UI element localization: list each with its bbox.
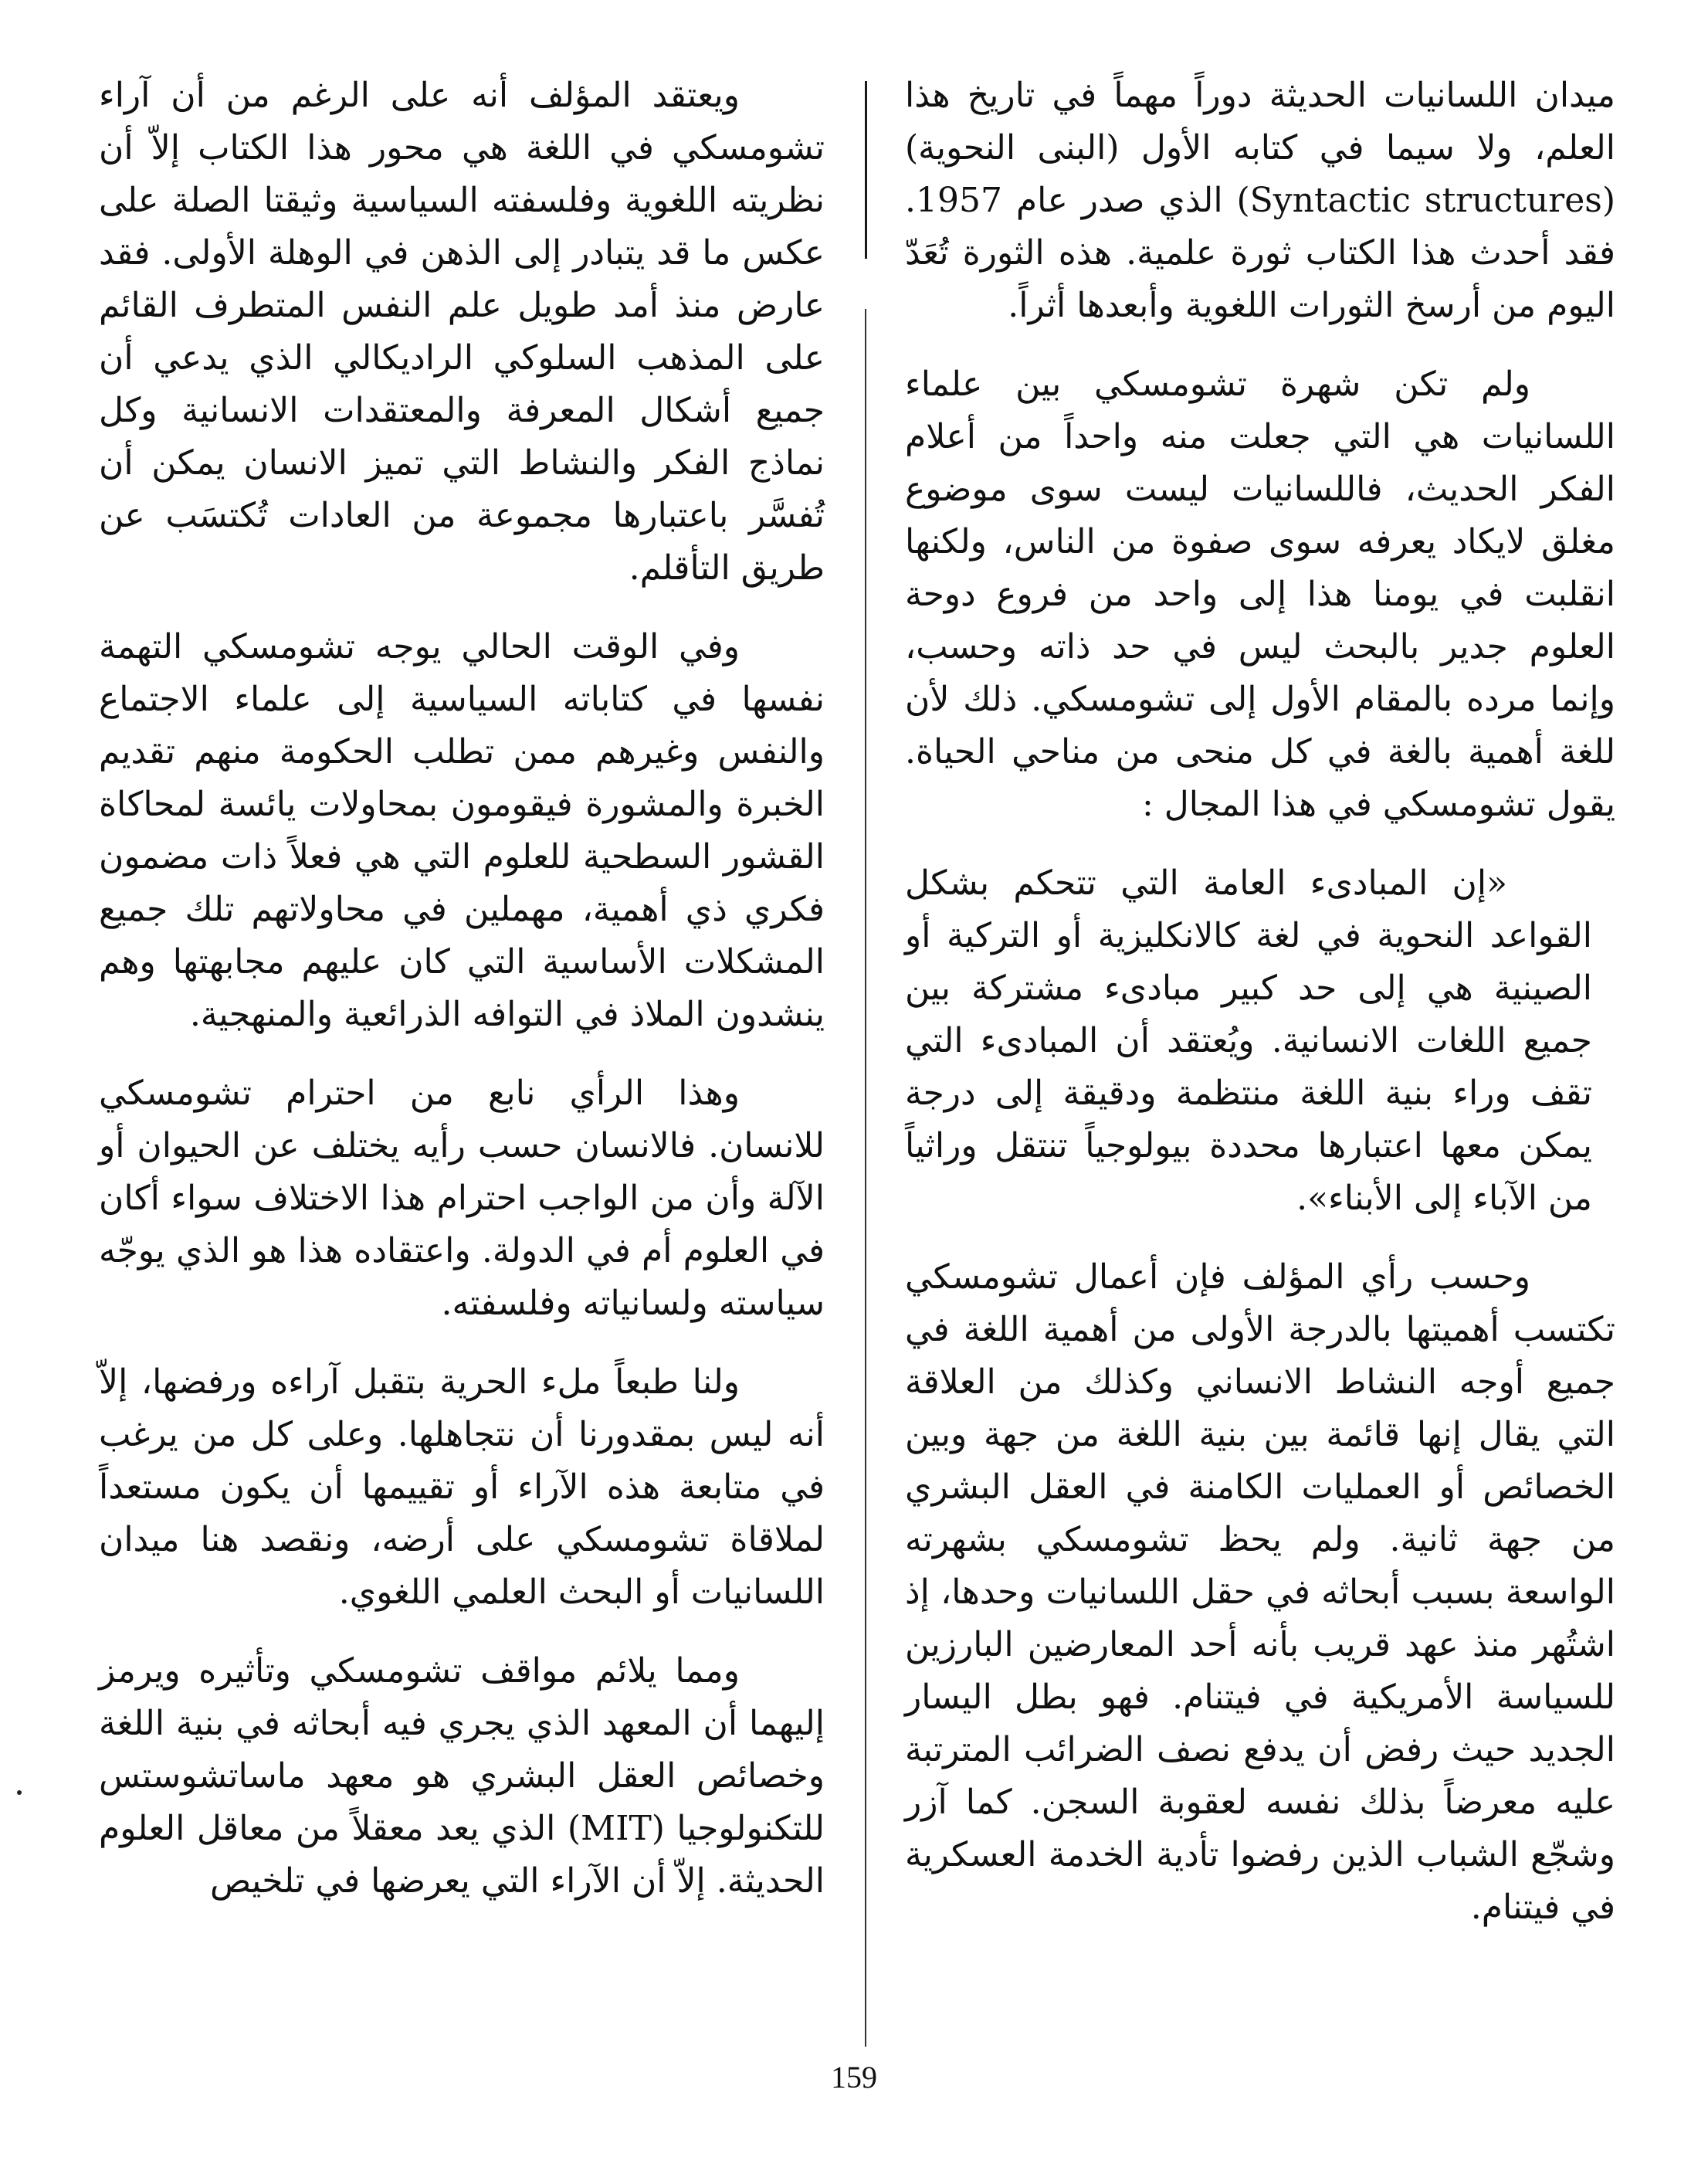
scan-speck [17, 1790, 22, 1795]
page-number: 159 [831, 2060, 877, 2095]
right-quote-paragraph: «إن المبادىء العامة التي تتحكم بشكل القواعد النحوية في لغة كالانكليزية أو التركية أو الصينية هي إلى حد كبير مبادىء مشتركة بين جميع اللغات الانسانية. ويُعتقد أن المبادىء التي تقف وراء بنية اللغة منتظمة ودقيقة إلى درجة يمكن معها اعتبارها محددة بيولوجياً تنتقل وراثياً من الآباء إلى الأبناء». [905, 863, 1592, 1218]
left-column [99, 70, 825, 1934]
left-paragraph-3: وهذا الرأي نابع من احترام تشومسكي للانسان. فالانسان حسب رأيه يختلف عن الحيوان أو الآلة وأن من الواجب احترام هذا الاختلاف سواء أكان في العلوم أم في الدولة. واعتقاده هذا هو الذي يوجّه سياسته ولسانياته وفلسفته. [99, 1074, 825, 1323]
right-paragraph-1: ميدان اللسانيات الحديثة دوراً مهماً في تاريخ هذا العلم، ولا سيما في كتابه الأول (البنى النحوية) (Syntactic structures) الذي صدر عام 1957. فقد أحدث هذا الكتاب ثورة علمية. هذه الثورة تُعَدّ اليوم من أرسخ الثورات اللغوية وأبعدها أثراً. [905, 76, 1615, 325]
left-paragraph-1: ويعتقد المؤلف أنه على الرغم من أن آراء تشومسكي في اللغة هي محور هذا الكتاب إلاّ أن نظريته اللغوية وفلسفته السياسية وثيقتا الصلة على عكس ما قد يتبادر إلى الذهن في الوهلة الأولى. فقد عارض منذ أمد طويل علم النفس المتطرف القائم على المذهب السلوكي الراديكالي الذي يدعي أن جميع أشكال المعرفة والمعتقدات الانسانية وكل نماذج الفكر والنشاط التي تميز الانسان يمكن أن تُفسَّر باعتبارها مجموعة من العادات تُكتسَب عن طريق التأقلم. [99, 76, 825, 588]
left-paragraph-4: ولنا طبعاً ملء الحرية بتقبل آراءه ورفضها، إلاّ أنه ليس بمقدورنا أن نتجاهلها. وعلى كل من يرغب في متابعة هذه الآراء أو تقييمها أن يكون مستعداً لملاقاة تشومسكي على أرضه، ونقصد هنا ميدان اللسانيات أو البحث العلمي اللغوي. [99, 1362, 825, 1612]
left-paragraph-5: ومما يلائم مواقف تشومسكي وتأثيره ويرمز إليهما أن المعهد الذي يجري فيه أبحاثه في بنية اللغة وخصائص العقل البشري هو معهد ماساتشوستس للتكنولوجيا (MIT) الذي يعد معقلاً من معاقل العلوم الحديثة. إلاّ أن الآراء التي يعرضها في تلخيص [99, 1651, 825, 1901]
column-divider [865, 309, 866, 2047]
right-column [905, 70, 1615, 1960]
column-divider-top [865, 81, 867, 259]
left-paragraph-2: وفي الوقت الحالي يوجه تشومسكي التهمة نفسها في كتاباته السياسية إلى علماء الاجتماع والنفس وغيرهم ممن تطلب الحكومة منهم تقديم الخبرة والمشورة فيقومون بمحاولات يائسة لمحاكاة القشور السطحية للعلوم التي هي فعلاً ذات مضمون فكري ذي أهمية، مهملين في محاولاتهم تلك جميع المشكلات الأساسية التي كان عليهم مجابهتها وهم ينشدون الملاذ في التوافه الذرائعية والمنهجية. [99, 627, 825, 1034]
right-paragraph-2: ولم تكن شهرة تشومسكي بين علماء اللسانيات هي التي جعلت منه واحداً من أعلام الفكر الحديث، فاللسانيات ليست سوى موضوع مغلق لايكاد يعرفه سوى صفوة من الناس، ولكنها انقلبت في يومنا هذا إلى واحد من فروع دوحة العلوم جدير بالبحث ليس في حد ذاته وحسب، وإنما مرده بالمقام الأول إلى تشومسكي. ذلك لأن للغة أهمية بالغة في كل منحى من مناحي الحياة. يقول تشومسكي في هذا المجال : [905, 365, 1615, 824]
right-paragraph-4: وحسب رأي المؤلف فإن أعمال تشومسكي تكتسب أهميتها بالدرجة الأولى من أهمية اللغة في جميع أوجه النشاط الانساني وكذلك من العلاقة التي يقال إنها قائمة بين بنية اللغة من جهة وبين الخصائص أو العمليات الكامنة في العقل البشري من جهة ثانية. ولم يحظ تشومسكي بشهرته الواسعة بسبب أبحاثه في حقل اللسانيات وحدها، إذ اشتُهر منذ عهد قريب بأنه أحد المعارضين البارزين للسياسة الأمريكية في فيتنام. فهو بطل اليسار الجديد حيث رفض أن يدفع نصف الضرائب المترتبة عليه معرضاً بذلك نفسه لعقوبة السجن. كما آزر وشجّع الشباب الذين رفضوا تأدية الخدمة العسكرية في فيتنام. [905, 1257, 1615, 1927]
